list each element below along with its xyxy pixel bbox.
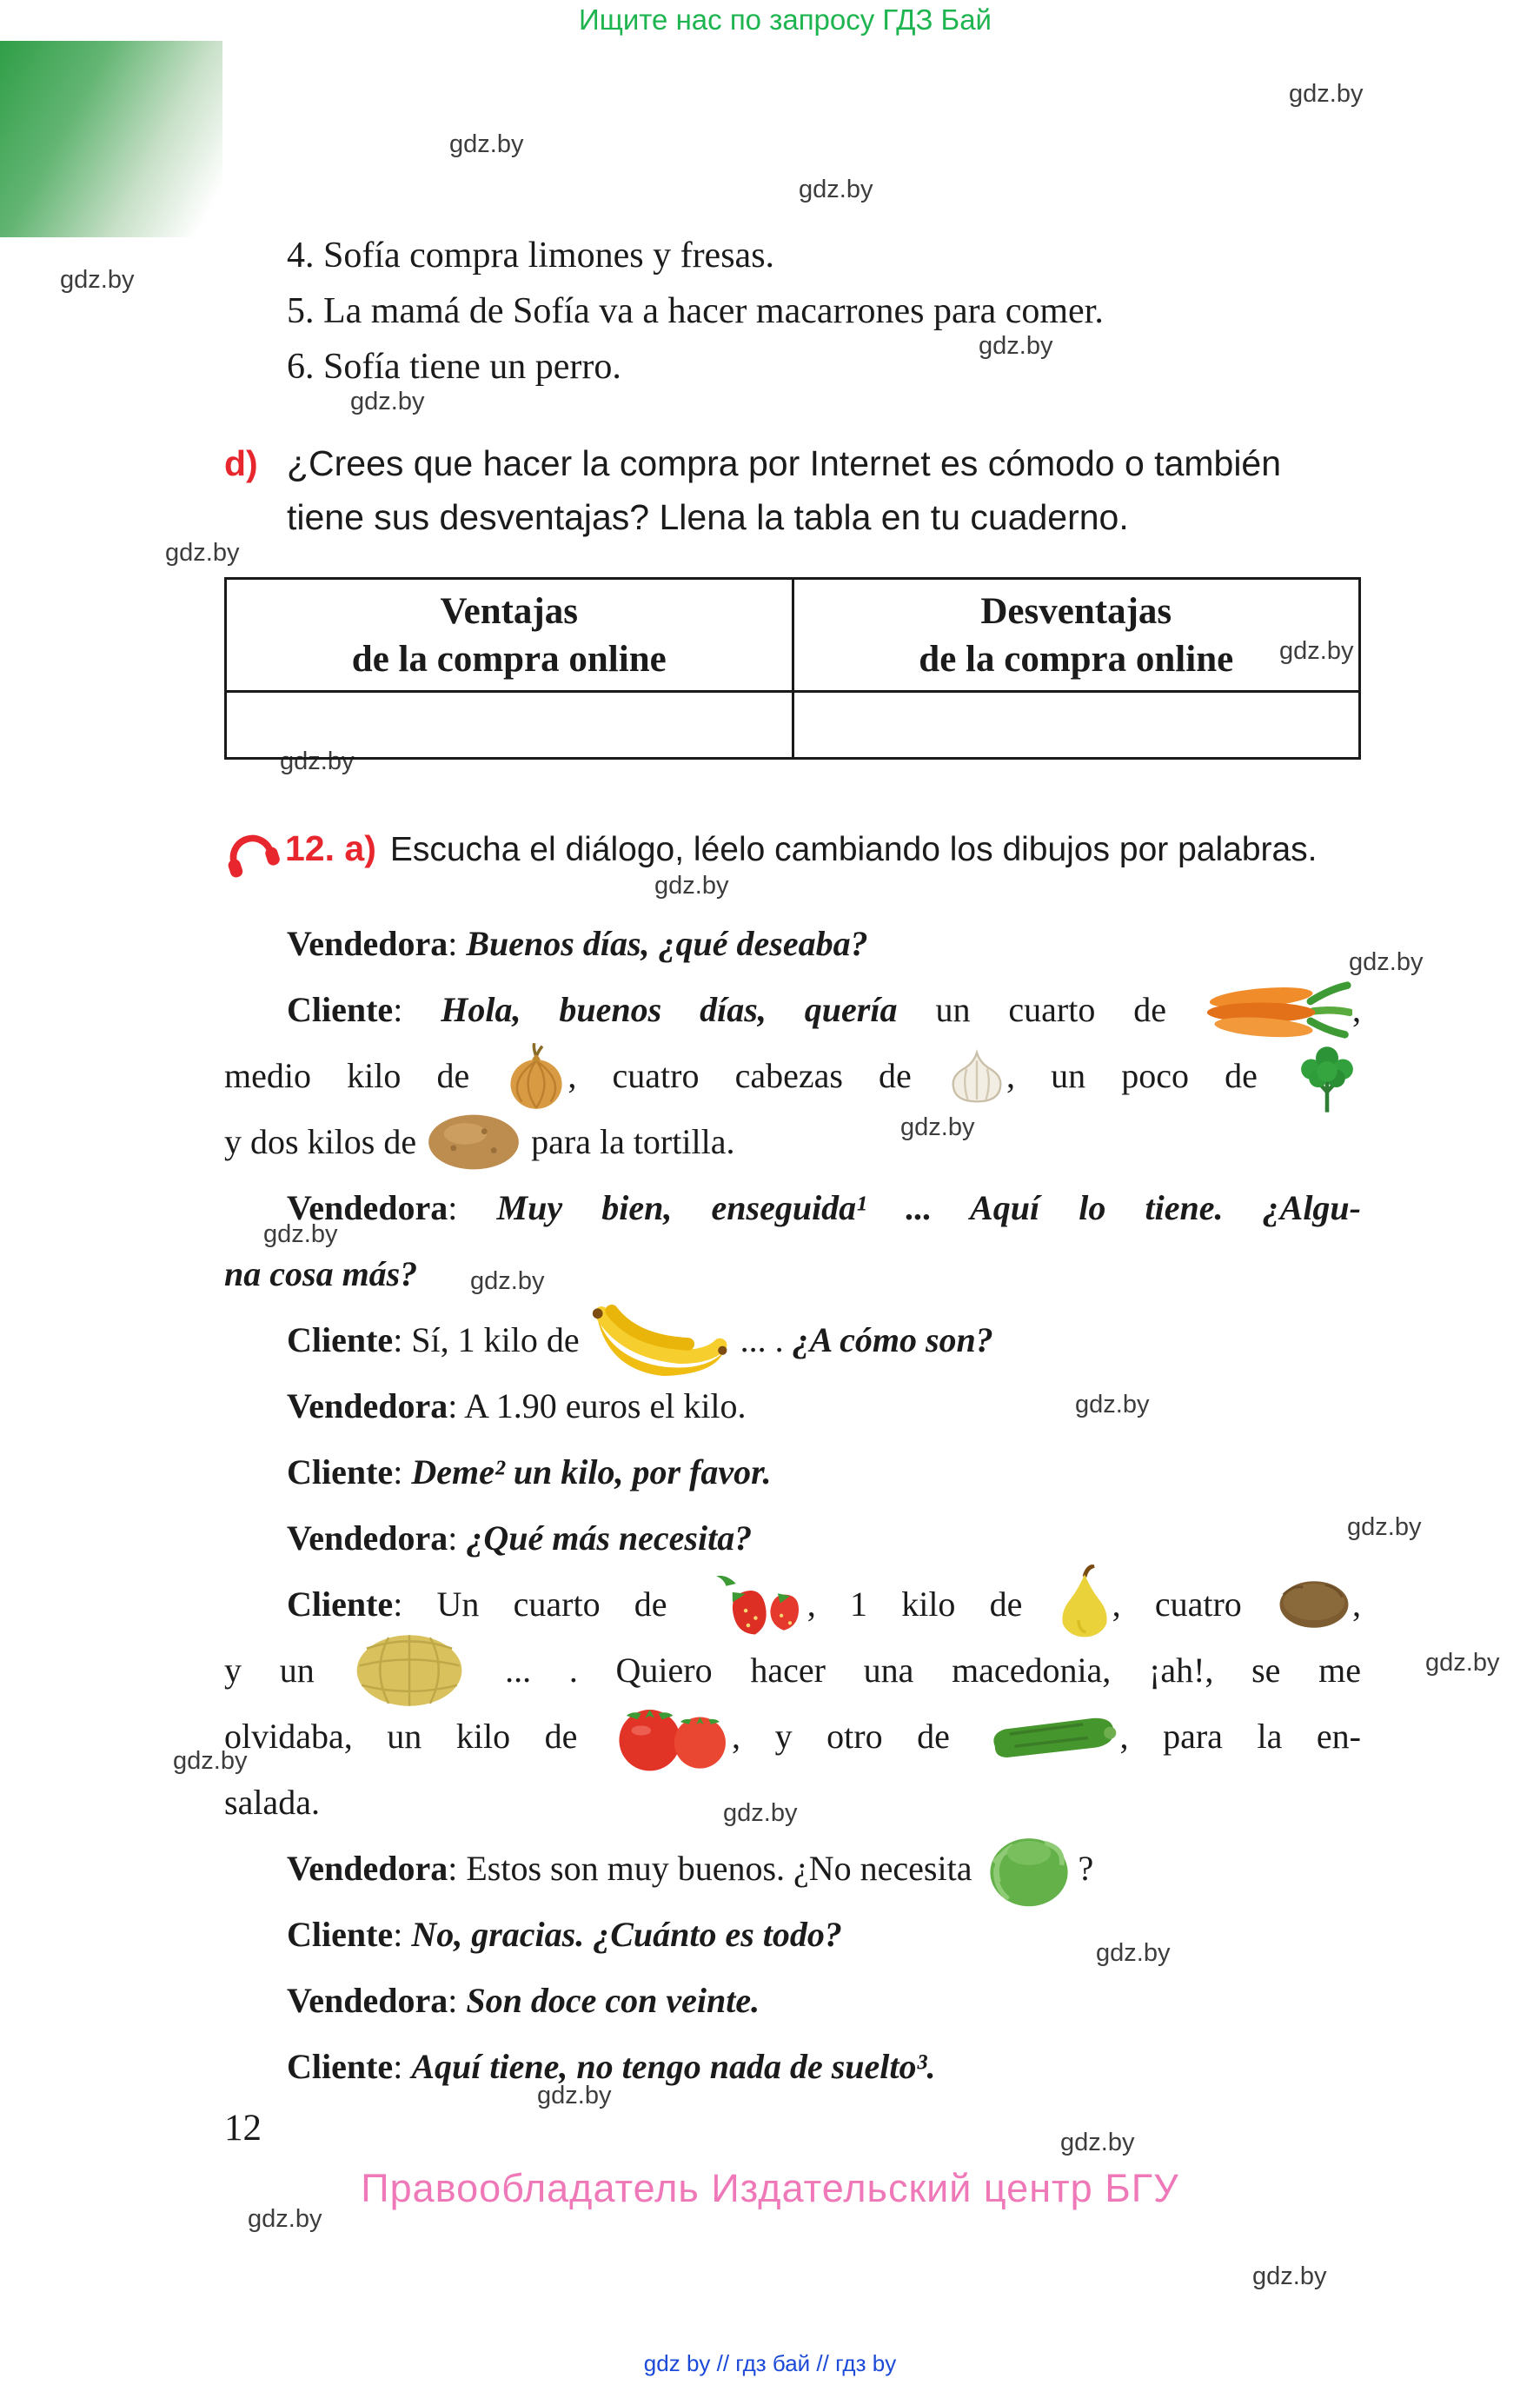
answer-item-6: 6. Sofía tiene un perro. [287, 347, 621, 387]
cucumber-icon [985, 1704, 1120, 1770]
speech-text: na cosa más? [224, 1254, 418, 1293]
dialog-text: , cuatro [1112, 1584, 1277, 1624]
dialog-line [224, 1439, 1361, 1505]
speech-text: Deme² un kilo, por favor. [411, 1452, 772, 1491]
task-d [224, 436, 1281, 544]
dialog-text: ... . [731, 1320, 793, 1359]
speaker-name: Cliente [287, 1915, 394, 1954]
dialog-text: salada. [224, 1783, 320, 1822]
watermark: gdz.by [1347, 1513, 1422, 1541]
speech-text: Muy bien, enseguida¹ ... Aquí lo tiene. ¿Algu- [496, 1188, 1361, 1227]
speech-text: Aquí tiene, no tengo nada de suelto³. [411, 2047, 936, 2086]
potato-icon [425, 1109, 522, 1175]
dialog [224, 911, 1361, 2100]
watermark: gdz.by [1289, 80, 1364, 108]
speaker-name: Vendedora [287, 1518, 448, 1558]
dialog-line [224, 977, 1361, 1043]
watermark: gdz.by [248, 2205, 322, 2233]
disadvantages-header: Desventajas de la compra online [794, 580, 1359, 693]
garlic-icon [947, 1043, 1006, 1109]
advantages-column [227, 580, 794, 757]
dialog-text: , un poco de [1006, 1056, 1294, 1095]
dialog-line [224, 1307, 1361, 1373]
headphones-icon [217, 815, 282, 881]
dialog-line [224, 1638, 1361, 1704]
green-corner-decoration [0, 41, 222, 237]
watermark: gdz.by [1349, 948, 1424, 976]
dialog-text: : Un cuarto de [393, 1584, 701, 1624]
watermark: gdz.by [1075, 1391, 1150, 1418]
dialog-text: , [1351, 990, 1361, 1029]
watermark: gdz.by [280, 747, 355, 775]
answer-item-4: 4. Sofía compra limones y fresas. [287, 236, 775, 276]
speaker-name: Vendedora [287, 1849, 448, 1888]
dialog-text: , cuatro cabezas de [568, 1056, 947, 1095]
dialog-text: : [448, 1188, 497, 1227]
watermark: gdz.by [1252, 2262, 1327, 2290]
task-d-text-line2: tiene sus desventajas? Llena la tabla en tu cuaderno. [287, 497, 1129, 537]
dialog-text: : [448, 1518, 467, 1558]
dialog-text: y un [224, 1651, 353, 1690]
watermark: gdz.by [799, 176, 873, 203]
dialog-text: , [1352, 1584, 1362, 1624]
speaker-name: Vendedora [287, 1188, 448, 1227]
kiwi-icon [1276, 1571, 1352, 1638]
dialog-text: : [393, 2047, 412, 2086]
speaker-name: Cliente [287, 1584, 394, 1624]
dialog-text: : [448, 1981, 467, 2020]
cabbage-icon [980, 1836, 1078, 1902]
dialog-line [224, 1968, 1361, 2034]
watermark: gdz.by [979, 332, 1053, 360]
advantages-header: Ventajas de la compra online [227, 580, 792, 693]
dialog-text: un cuarto de [897, 990, 1205, 1029]
dialog-text: : Estos son muy buenos. ¿No necesita [448, 1849, 981, 1888]
speaker-name: Cliente [287, 1320, 394, 1359]
dialog-line [224, 1902, 1361, 1968]
dialog-text: : Sí, 1 kilo de [393, 1320, 588, 1359]
dialog-text: para la tortilla. [522, 1122, 735, 1161]
speech-text: Buenos días, ¿qué deseaba? [466, 924, 868, 963]
dialog-text: : A 1.90 euros el kilo. [448, 1386, 747, 1425]
disadvantages-cell [794, 693, 1359, 757]
tomatoes-icon [612, 1704, 732, 1770]
dialog-text: : [393, 990, 441, 1029]
dialog-line [224, 2034, 1361, 2100]
exercise-instruction: Escucha el diálogo, léelo cambiando los dibujos por palabras. [389, 831, 1318, 868]
dialog-text: ... . Quiero hacer una macedonia, ¡ah!, se me [467, 1651, 1362, 1690]
disadvantages-column [794, 580, 1359, 757]
dialog-text: : [393, 1452, 412, 1491]
dialog-line [224, 1836, 1361, 1902]
watermark: gdz.by [350, 388, 425, 415]
exercise-12a [217, 815, 1318, 883]
watermark: gdz.by [165, 539, 240, 567]
exercise-number: 12. a) [285, 828, 376, 868]
dialog-text: , para la en- [1119, 1717, 1361, 1756]
page-number: 12 [224, 2108, 262, 2149]
speaker-name: Cliente [287, 990, 394, 1029]
bananas-icon [588, 1307, 732, 1373]
site-search-note: Ищите нас по запросу ГДЗ Бай [579, 3, 992, 36]
watermark: gdz.by [900, 1113, 975, 1141]
speaker-name: Vendedora [287, 1386, 448, 1425]
dialog-line [224, 911, 1361, 977]
dialog-text: , 1 kilo de [807, 1584, 1057, 1624]
dialog-text: : [448, 924, 467, 963]
onion-icon [505, 1043, 568, 1109]
dialog-line [224, 1109, 1361, 1175]
speaker-name: Cliente [287, 2047, 394, 2086]
advantages-cell [227, 693, 792, 757]
watermark: gdz.by [723, 1799, 798, 1827]
pear-icon [1057, 1571, 1112, 1638]
dialog-text: olvidaba, un kilo de [224, 1717, 613, 1756]
carrots-icon [1205, 977, 1352, 1043]
speech-text: ¿A cómo son? [792, 1320, 993, 1359]
watermark: gdz.by [654, 872, 729, 900]
task-d-text-line1: ¿Crees que hacer la compra por Internet es cómodo o también [287, 443, 1282, 483]
speaker-name: Cliente [287, 1452, 394, 1491]
melon-icon [352, 1638, 467, 1704]
dialog-text: ? [1078, 1849, 1094, 1888]
pros-cons-table [224, 577, 1361, 760]
dialog-line [224, 1704, 1361, 1770]
speech-text: Hola, buenos días, quería [441, 990, 898, 1029]
watermark: gdz.by [1279, 637, 1354, 665]
watermark: gdz.by [470, 1267, 545, 1295]
publisher-note: Правообладатель Издательский центр БГУ [361, 2166, 1179, 2210]
dialog-text: : [393, 1915, 412, 1954]
dialog-text: medio kilo de [224, 1056, 506, 1095]
speech-text: Son doce con veinte. [466, 1981, 760, 2020]
watermark: gdz.by [173, 1747, 248, 1775]
parsley-icon [1293, 1043, 1361, 1109]
speaker-name: Vendedora [287, 924, 448, 963]
dialog-line [224, 1175, 1361, 1241]
dialog-line [224, 1505, 1361, 1571]
dialog-line [224, 1043, 1361, 1109]
dialog-line [224, 1571, 1361, 1638]
speaker-name: Vendedora [287, 1981, 448, 2020]
dialog-line [224, 1373, 1361, 1439]
watermark: gdz.by [537, 2082, 612, 2109]
speech-text: No, gracias. ¿Cuánto es todo? [411, 1915, 842, 1954]
strawberries-icon [701, 1571, 807, 1638]
watermark: gdz.by [1096, 1939, 1171, 1967]
answer-list [287, 228, 1104, 395]
watermark: gdz.by [60, 266, 135, 294]
watermark: gdz.by [263, 1220, 338, 1248]
watermark: gdz.by [1425, 1649, 1500, 1677]
watermark: gdz.by [449, 130, 524, 158]
footer-links[interactable]: gdz by // гдз бай // гдз by [643, 2350, 897, 2376]
task-d-label: d) [224, 443, 258, 483]
dialog-line [224, 1241, 1361, 1307]
watermark: gdz.by [1060, 2129, 1135, 2156]
dialog-line [224, 1770, 1361, 1836]
speech-text: ¿Qué más necesita? [466, 1518, 753, 1558]
answer-item-5: 5. La mamá de Sofía va a hacer macarrones para comer. [287, 291, 1104, 331]
dialog-text: , y otro de [732, 1717, 985, 1756]
dialog-text: y dos kilos de [224, 1122, 426, 1161]
